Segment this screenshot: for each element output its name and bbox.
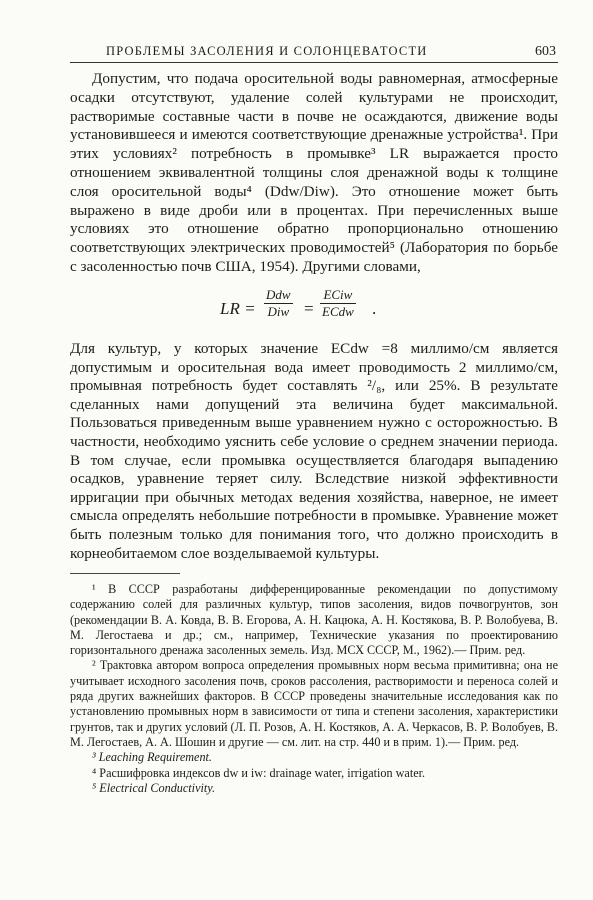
page-number: 603 [535,44,556,59]
footnote-separator [70,573,180,574]
running-title: ПРОБЛЕМЫ ЗАСОЛЕНИЯ И СОЛОНЦЕВАТОСТИ [106,44,428,58]
main-text-upper [70,70,558,277]
footnote-5: ⁵ Electrical Conductivity. [92,780,216,795]
footnote-4: ⁴ Расшифровка индексов dw и iw: drainage water, irrigation water. [92,765,426,780]
footnote-1: ¹ В СССР разработаны дифференцированные рекомендации по допустимому содержанию солей для различных культур, типов засоления, видов почвогрунтов, зон (рекомендации В. А. Ковда, В. В. Егорова, А. Н. Кацюка, А. Н. Костякова, В. Р. Волобуева, В. М. Легостаева и др.; см., например, Технические указания по проектированию горизонтального дренажа засоленных земель. Изд. МСХ СССР, М., 1962).— Прим. ред. [70,582,558,658]
main-text-lower [70,340,558,563]
formula-lhs: LR = [220,299,256,318]
formula-frac1-denominator: Diw [267,304,290,319]
formula-fraction-1 [264,287,293,320]
footnote-3: ³ Leaching Requirement. [92,750,212,765]
formula-frac2-denominator: ECdw [322,304,354,319]
formula-period: . [372,299,377,318]
formula-equals: = [304,299,314,318]
formula-fraction-2 [320,287,356,320]
paragraph-1: Допустим, что подача оросительной воды равномерная, атмосферные осадки отсутствуют, удаление солей культурами не происходит, растворимые составные части в почве не осаждаются, движение воды установившееся и имеются соответствующие дренажные устройства¹. При этих условиях² потребность в промывке³ LR выражается просто отношением эквивалентной толщины слоя дренажной воды к толщине слоя оросительной воды⁴ (Ddw/Diw). Это отношение может быть выражено в виде дроби или в процентах. При перечисленных выше условиях это отношение обратно пропорционально отношению соответствующих электрических проводимостей⁵ (Лаборатория по борьбе с засоленностью почв США, 1954). Другими словами, [70,70,558,275]
footnotes [70,582,558,796]
formula-frac2-numerator: ECiw [323,287,353,302]
formula-frac1-numerator: Ddw [266,287,291,302]
page-header [70,44,558,63]
footnote-2: ² Трактовка автором вопроса определения промывных норм весьма примитивна; она не учитывает исходного засоления почв, сроков рассоления, растворимости и переноса солей и ряда других важнейших факторов. В СССР проведены значительные исследования как по установлению промывных норм в зависимости от типа и степени засоления, характеристики грунтов, так и других условий (Л. П. Розов, А. Н. Костяков, А. А. Черкасов, В. Р. Волобуев, В. М. Легостаев, А. А. Шошин и другие — см. лит. на стр. 440 и в прим. 1).— Прим. ред. [70,658,558,749]
paragraph-2: Для культур, у которых значение ECdw =8 миллимо/см является допустимым и оросительная вода имеет проводимость 2 миллимо/см, промывная потребность будет составлять ²/₈, или 25%. В результате сделанных нами допущений эта величина будет максимальной. Пользоваться приведенным выше уравнением нужно с осторожностью. В частности, необходимо уяснить себе условие о среднем значении периода. В том случае, если промывка осуществляется благодаря выпадению осадков, уравнение теряет силу. Вследствие низкой эффективности ирригации при обычных методах ведения хозяйства, наверное, не имеет смысла определять небольшие потребности в промывке. Уравнение может быть полезным только для понимания того, что должно происходить в корнеобитаемом слое возделываемой культуры. [70,340,558,562]
leaching-formula [220,287,390,333]
